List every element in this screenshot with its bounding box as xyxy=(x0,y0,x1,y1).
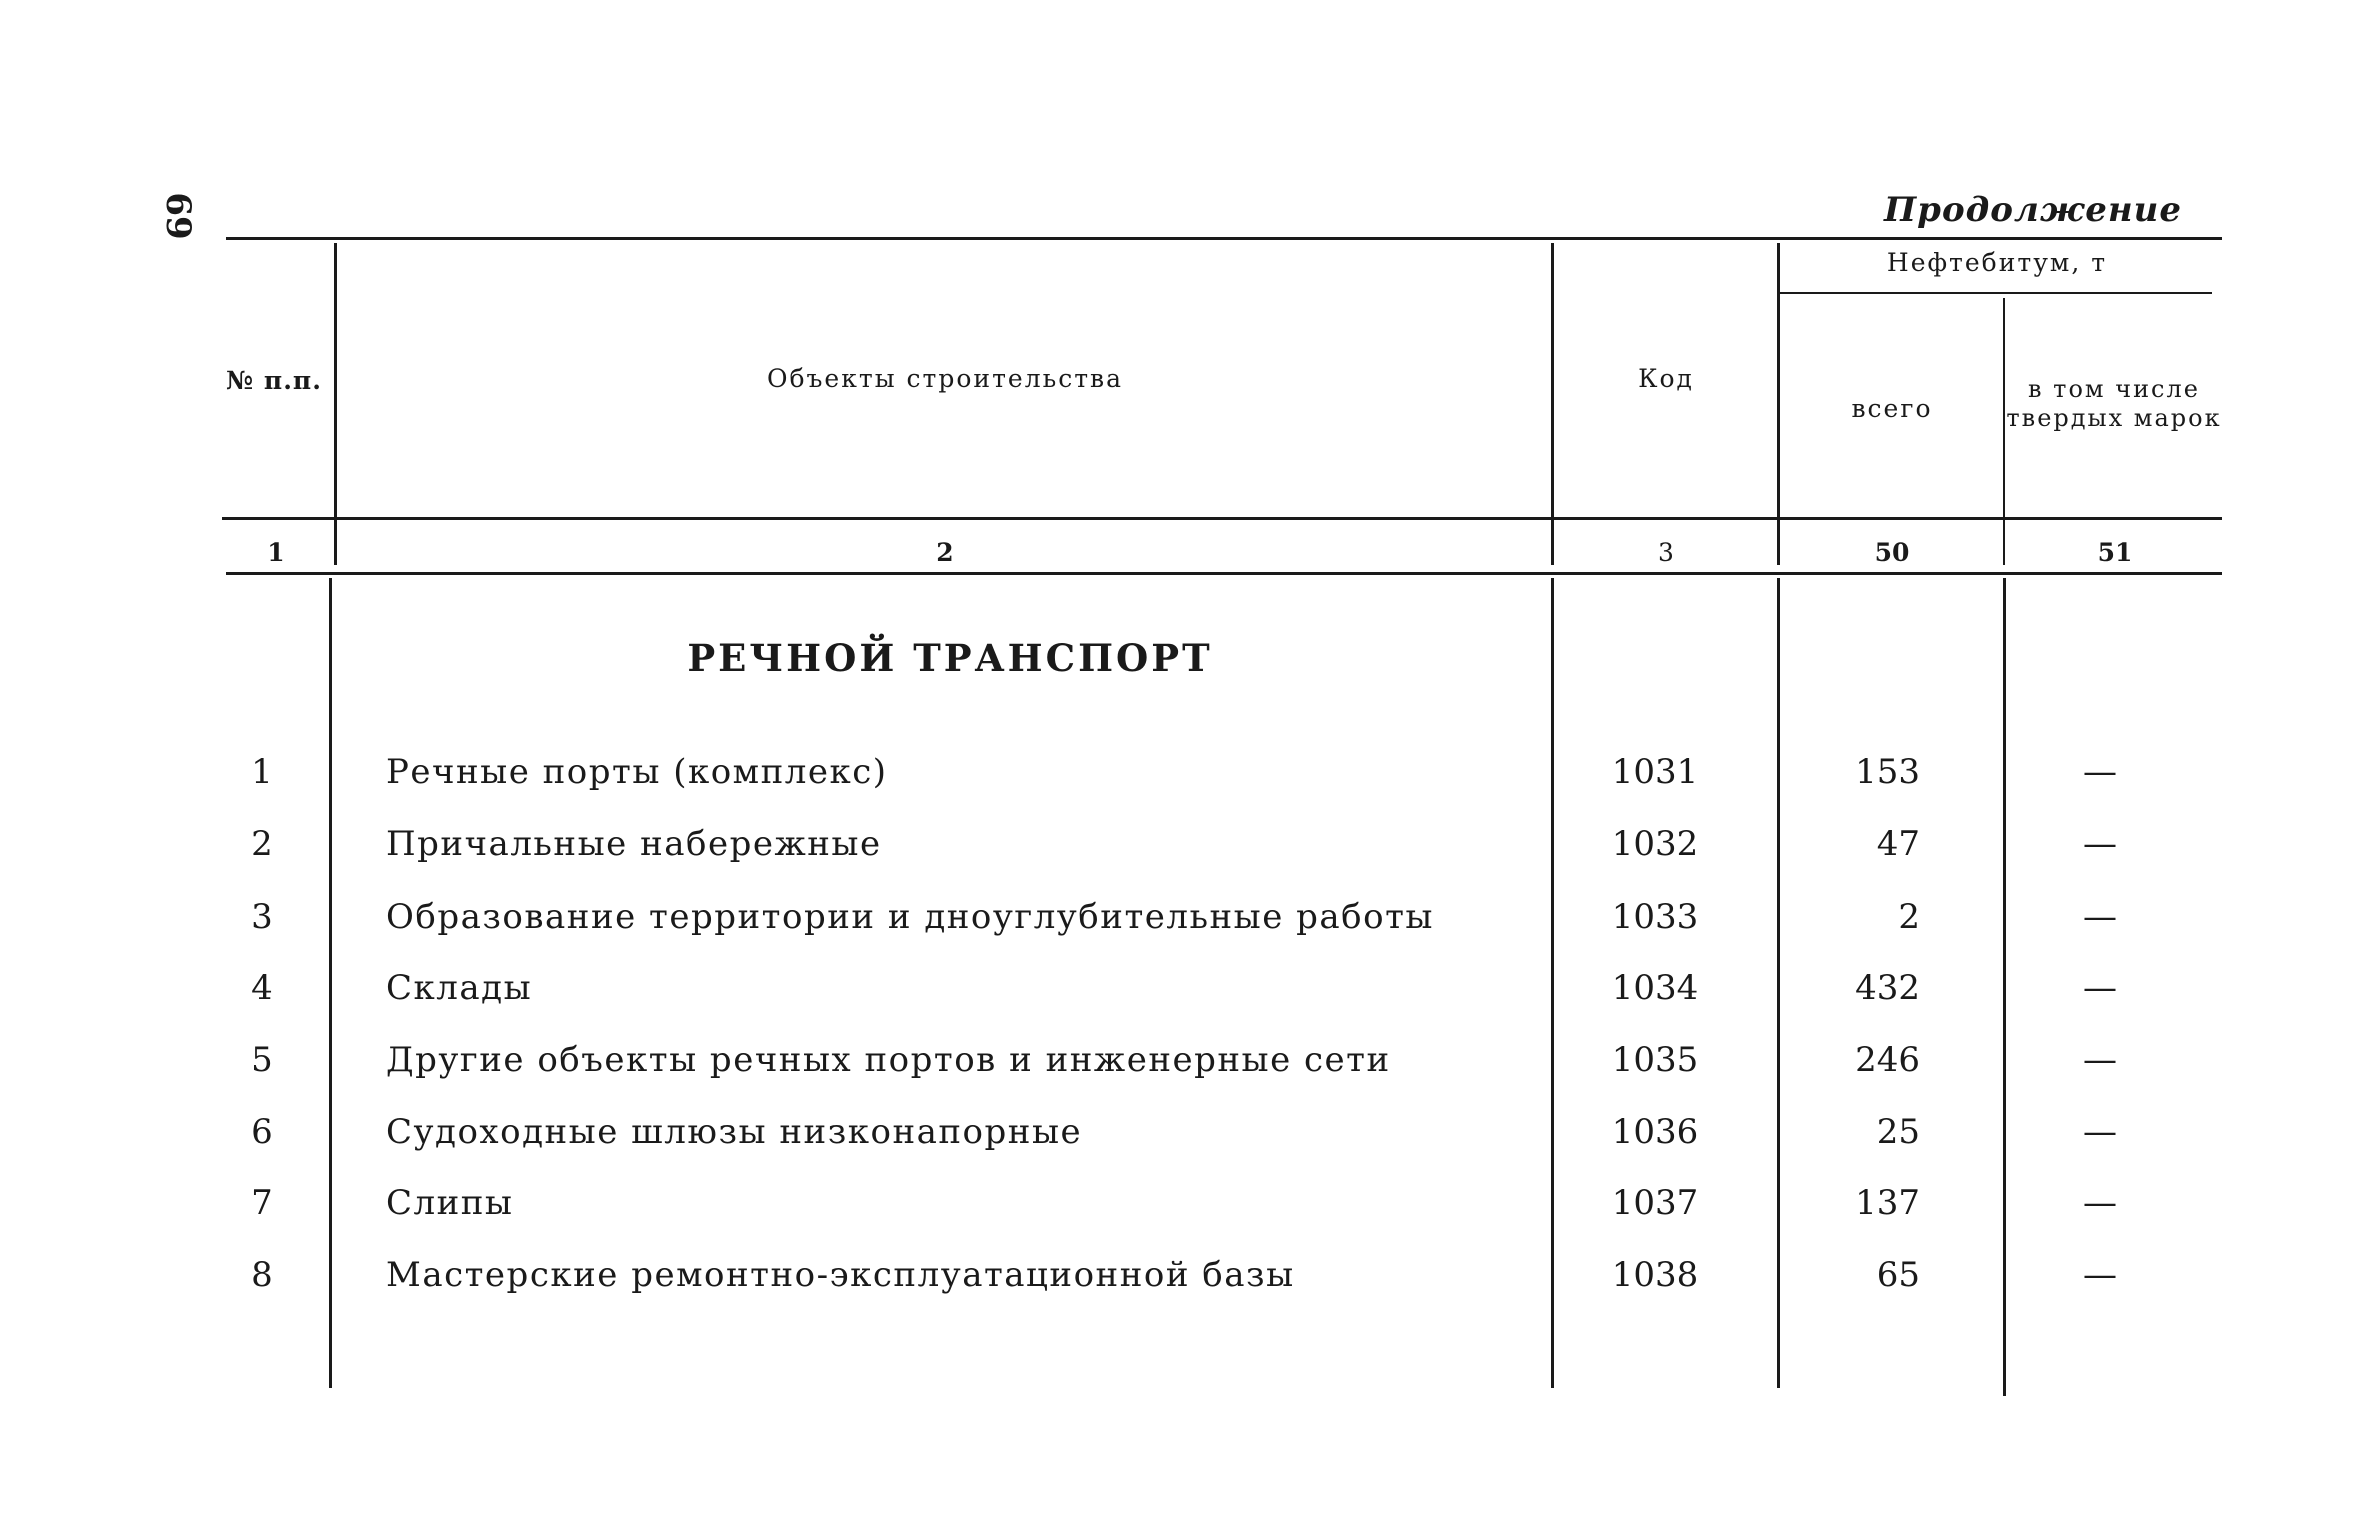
object-code: 1031 xyxy=(1611,752,1699,792)
bitumen-hard: — xyxy=(2083,968,2117,1008)
header-col-objects: Объекты строительства xyxy=(766,364,1124,393)
group-header-rule xyxy=(1780,292,2212,294)
object-name: Склады xyxy=(386,968,533,1008)
bitumen-hard: — xyxy=(2083,1255,2117,1295)
bitumen-hard: — xyxy=(2083,1183,2117,1223)
object-code: 1038 xyxy=(1611,1255,1699,1295)
object-code: 1035 xyxy=(1611,1040,1699,1080)
column-divider xyxy=(1551,243,1554,565)
row-number: 2 xyxy=(251,824,273,864)
column-number: 3 xyxy=(1658,538,1674,567)
header-col-no: № п.п. xyxy=(226,366,322,395)
bitumen-hard: — xyxy=(2083,824,2117,864)
header-col-hard-line2: твердых марок xyxy=(2006,404,2222,432)
row-number: 7 xyxy=(251,1183,273,1223)
table-row xyxy=(0,1112,2362,1170)
row-number: 8 xyxy=(251,1255,273,1295)
table-top-rule xyxy=(226,237,2222,240)
column-number: 1 xyxy=(267,538,285,567)
column-number: 51 xyxy=(2097,538,2133,567)
object-code: 1033 xyxy=(1611,897,1699,937)
header-col-code: Код xyxy=(1638,364,1694,393)
column-divider xyxy=(2003,298,2005,565)
bitumen-total: 432 xyxy=(1855,968,1920,1008)
section-title: РЕЧНОЙ ТРАНСПОРТ xyxy=(687,636,1213,680)
object-name: Слипы xyxy=(386,1183,514,1223)
bitumen-total: 65 xyxy=(1876,1255,1920,1295)
table-row xyxy=(0,1183,2362,1241)
header-col-total: всего xyxy=(1851,394,1933,423)
column-divider xyxy=(334,243,337,565)
object-code: 1034 xyxy=(1611,968,1699,1008)
header-col-hard-line1: в том числе xyxy=(2028,375,2200,403)
bitumen-hard: — xyxy=(2083,752,2117,792)
bitumen-total: 2 xyxy=(1898,897,1920,937)
bitumen-total: 47 xyxy=(1876,824,1920,864)
column-numbers-rule xyxy=(226,572,2222,575)
column-number: 2 xyxy=(936,538,954,567)
header-col-hard xyxy=(2006,375,2222,433)
bitumen-total: 25 xyxy=(1876,1112,1920,1152)
object-name: Мастерские ремонтно-эксплуатационной базы xyxy=(386,1255,1295,1295)
object-name: Образование территории и дноуглубительные работы xyxy=(386,897,1434,937)
header-group-oil-bitumen: Нефтебитум, т xyxy=(1886,248,2108,277)
bitumen-hard: — xyxy=(2083,1112,2117,1152)
continuation-label: Продолжение xyxy=(1884,190,2182,230)
page-number: 69 xyxy=(158,192,198,240)
row-number: 5 xyxy=(251,1040,273,1080)
bitumen-total: 246 xyxy=(1855,1040,1920,1080)
table-row xyxy=(0,1255,2362,1313)
column-divider xyxy=(1777,243,1780,565)
row-number: 4 xyxy=(251,968,273,1008)
object-name: Судоходные шлюзы низконапорные xyxy=(386,1112,1083,1152)
row-number: 6 xyxy=(251,1112,273,1152)
object-name: Другие объекты речных портов и инженерные сети xyxy=(386,1040,1391,1080)
object-name: Причальные набережные xyxy=(386,824,882,864)
row-number: 3 xyxy=(251,897,273,937)
table-row xyxy=(0,824,2362,882)
object-code: 1036 xyxy=(1611,1112,1699,1152)
table-row xyxy=(0,897,2362,955)
table-row xyxy=(0,752,2362,810)
object-code: 1032 xyxy=(1611,824,1699,864)
header-bottom-rule xyxy=(222,517,2222,520)
object-code: 1037 xyxy=(1611,1183,1699,1223)
object-name: Речные порты (комплекс) xyxy=(386,752,888,792)
bitumen-total: 137 xyxy=(1855,1183,1920,1223)
row-number: 1 xyxy=(251,752,273,792)
bitumen-hard: — xyxy=(2083,1040,2117,1080)
bitumen-total: 153 xyxy=(1855,752,1920,792)
table-row xyxy=(0,1040,2362,1098)
bitumen-hard: — xyxy=(2083,897,2117,937)
column-number: 50 xyxy=(1874,538,1910,567)
table-row xyxy=(0,968,2362,1026)
